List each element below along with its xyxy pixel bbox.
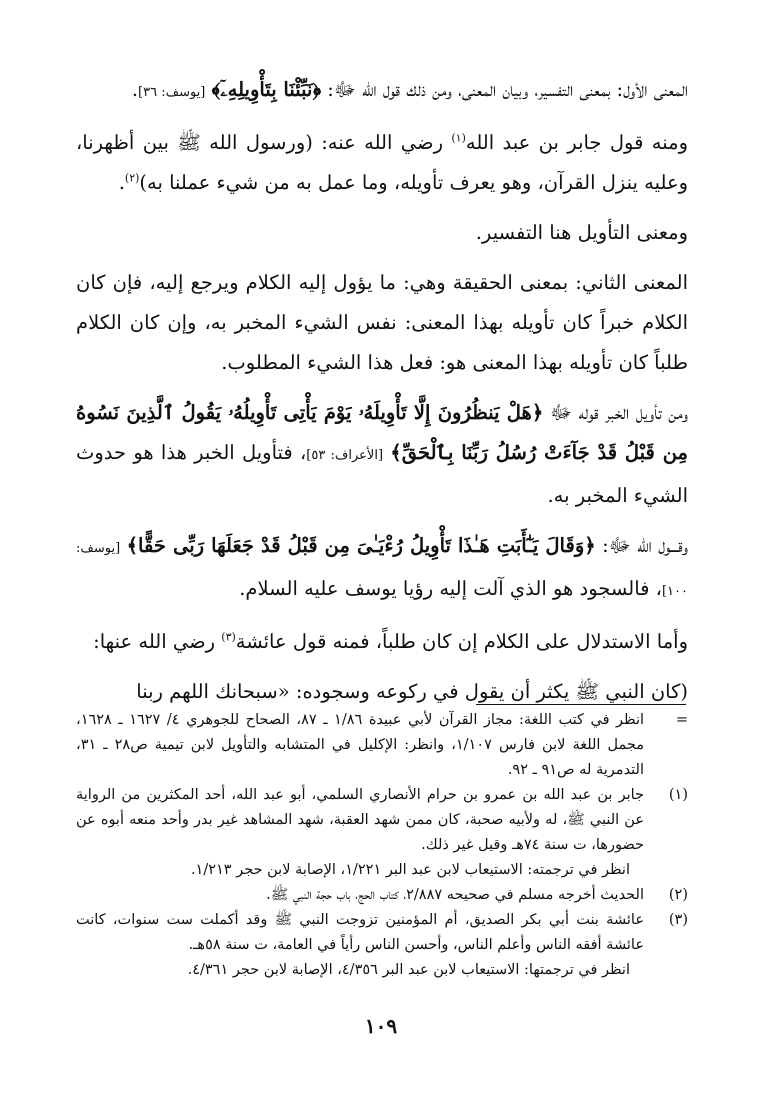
text-run: ومعنى التأويل هنا التفسير. (475, 221, 688, 244)
footnote-marker: (١) (451, 131, 466, 145)
paragraph (76, 213, 688, 253)
text-run: رضي الله عنها: (93, 630, 222, 653)
paragraph (76, 263, 688, 383)
paragraph (76, 70, 688, 113)
paragraph (76, 622, 688, 662)
text-run: . (118, 171, 125, 194)
verse-reference: [يوسف: ١٠٠] (76, 541, 688, 599)
footnote (76, 783, 688, 883)
quran-verse: ﴿هَلْ يَنظُرُونَ إِلَّا تَأْوِيلَهُۥ يَوْمَ يَأْتِى تَأْوِيلُهُۥ يَقُولُ ٱلَّذِينَ نَسُوهُ مِن قَبْلُ قَدْ جَآءَتْ رُسُلُ رَبِّنَا بِٱلْحَقِّ﴾ (76, 401, 688, 464)
paragraph (76, 123, 688, 203)
text-run: ومن تأويل الخبر قوله ﷻ (543, 401, 689, 424)
footnote-number: = (675, 712, 688, 728)
text-run: . (131, 78, 139, 101)
verse-reference: [يوسف: ٣٦] (138, 85, 206, 100)
footnote-number: (١) (668, 787, 688, 803)
text-run: ، فتأويل الخبر هذا هو حدوث الشيء المخبر به. (76, 441, 688, 507)
footnote-citation: انظر في ترجمته: الاستيعاب لابن عبد البر ١/٢٢١، الإصابة لابن حجر ١/٢١٣. (190, 862, 630, 878)
footnote-text: انظر في كتب اللغة: مجاز القرآن لأبي عبيدة ١/٨٦ ـ ٨٧، الصحاح للجوهري ٤/ ١٦٢٧ ـ ١٦٢٨، مجمل اللغة لابن فارس ١/١٠٧، وانظر: الإكليل في المتشابه والتأويل لابن تيمية ص٢٨ ـ ٣١، التدمرية له ص٩١ ـ ٩٢. (76, 712, 645, 778)
paragraph (76, 393, 688, 516)
footnote-text: عائشة بنت أبي بكر الصديق، أم المؤمنين تزوجت النبي ﷺ وقد أكملت ست سنوات، كانت عائشة أفقه الناس وأعلم الناس، وأحسن الناس رأياً في العامة، ت سنة ٥٨هـ. (76, 912, 644, 953)
footnote (76, 708, 688, 783)
footnote-citation: انظر في ترجمتها: الاستيعاب لابن عبد البر ٤/٣٥٦، الإصابة لابن حجر ٤/٣٦١. (187, 962, 630, 978)
quran-verse: ﴿نَبِّئْنَا بِتَأْوِيلِهِۦٓ﴾ (211, 78, 322, 101)
footnote-marker: (٣) (221, 630, 236, 644)
verse-reference: [الأعراف: ٥٣] (306, 448, 384, 463)
footnote-number: (٢) (668, 887, 688, 903)
paragraph (76, 672, 688, 712)
text-run: ومنه قول جابر بن عبد الله (465, 131, 688, 154)
footnote-text: الحديث أخرجه مسلم في صحيحه ٢/٨٨٧، كتاب الحج، باب حجة النبي ﷺ. (266, 887, 644, 903)
text-run: ، فالسجود هو الذي آلت إليه رؤيا يوسف عليه السلام. (239, 577, 662, 600)
text-run: المعنى الثاني: بمعنى الحقيقة وهي: ما يؤول إليه الكلام ويرجع إليه، فإن كان الكلام خبراً كان تأويله بهذا المعنى: نفس الشيء المخبر به، وإن كان الكلام طلباً كان تأويله بهذا المعنى هو: فعل هذا الشيء المطلوب. (76, 271, 688, 374)
footnote (76, 883, 688, 908)
footnote-marker: (٢) (124, 171, 140, 185)
main-text (76, 70, 688, 722)
text-run: وأما الاستدلال على الكلام إن كان طلباً، فمنه قول عائشة (235, 630, 688, 653)
footnote-number: (٣) (668, 912, 688, 928)
text-run: رضي الله عنه: (ورسول الله ﷺ بين أظهرنا، وعليه ينزل القرآن، وهو يعرف تأويله، وما عمل به من شيء عملنا به) (76, 131, 688, 194)
text-run: وقـــول الله ﷻ: (595, 534, 689, 557)
footnote-separator (476, 704, 686, 705)
footnotes (76, 708, 688, 983)
quran-verse: ﴿وَقَالَ يَـٰٓأَبَتِ هَـٰذَا تَأْوِيلُ رُءْيَـٰىَ مِن قَبْلُ قَدْ جَعَلَهَا رَبِّى حَقًّا﴾ (126, 534, 596, 557)
text-run: المعنى الأول: بمعنى التفسير، وبيان المعنى، ومن ذلك قول الله ﷻ: (321, 78, 688, 101)
page-number: ١٠٩ (364, 1014, 398, 1038)
footnote (76, 908, 688, 983)
text-run: (كان النبي ﷺ يكثر أن يقول في ركوعه وسجوده: «سبحانك اللهم ربنا (136, 680, 688, 703)
footnote-text: جابر بن عبد الله بن عمرو بن حرام الأنصاري السلمي، أبو عبد الله، أحد المكثرين من الرواية عن النبي ﷺ، له ولأبيه صحبة، كان ممن شهد العقبة، شهد المشاهد غير بدر وأحد منعه أبوه عن حضورها، ت سنة ٧٤هـ وقيل غير ذلك. (76, 787, 644, 853)
paragraph (76, 526, 688, 612)
